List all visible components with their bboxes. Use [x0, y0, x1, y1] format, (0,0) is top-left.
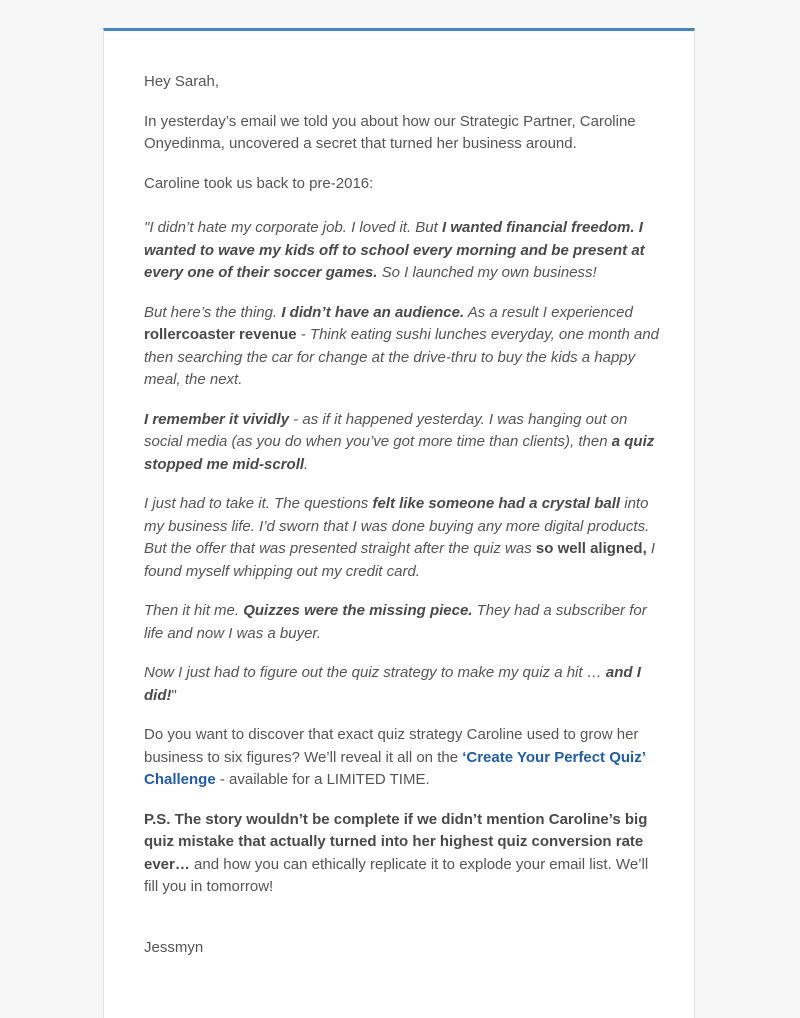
cta-paragraph: Do you want to discover that exact quiz strategy Caroline used to grow her business to six figures? We’ll reveal it all on the ‘Create Your Perfect Quiz’ Challenge - available for a LIMITED TIME. [144, 726, 646, 788]
quote-paragraph-2: But here’s the thing. I didn’t have an audience. As a result I experienced rollercoaster revenue - Think eating sushi lunches everyday, one month and then searching the car for change at the drive-thru to buy the kids a happy meal, the next. [144, 303, 660, 388]
quote-paragraph-3: I remember it vividly - as if it happened yesterday. I was hanging out on social media (as you do when you’ve got more time than clients), then a quiz stopped me mid-scroll. [144, 410, 655, 473]
signature: Jessmyn [144, 938, 204, 956]
quote-paragraph-4: I just had to take it. The questions felt like someone had a crystal ball into my business life. I’d sworn that I was done buying any more digital products. But the offer that was presented straight after the quiz was so well aligned, I found myself whipping out my credit card. [144, 495, 656, 580]
email-card [103, 28, 695, 1018]
intro-paragraph: In yesterday’s email we told you about how our Strategic Partner, Caroline Onyedinma, uncovered a secret that turned her business around. [144, 112, 636, 152]
greeting: Hey Sarah, [144, 73, 220, 90]
quote-paragraph-1: "I didn’t hate my corporate job. I loved it. But I wanted financial freedom. I wanted to wave my kids off to school every morning and be present at every one of their soccer games. So I launched my own business! [144, 219, 645, 281]
email-body [144, 71, 662, 976]
ps-paragraph: P.S. The story wouldn’t be complete if we didn’t mention Caroline’s big quiz mistake that actually turned into her highest quiz conversion rate ever… and how you can ethically replicate it to explode your email list. We’ll fill you in tomorrow! [144, 810, 649, 895]
quote-paragraph-6: Now I just had to figure out the quiz strategy to make my quiz a hit … and I did!" [144, 664, 641, 704]
quiz-challenge-link[interactable]: ‘Create Your Perfect Quiz’ Challenge [144, 748, 646, 788]
quote-paragraph-5: Then it hit me. Quizzes were the missing piece. They had a subscriber for life and now I was a buyer. [144, 602, 647, 642]
lead-in-paragraph: Caroline took us back to pre-2016: [144, 174, 374, 192]
